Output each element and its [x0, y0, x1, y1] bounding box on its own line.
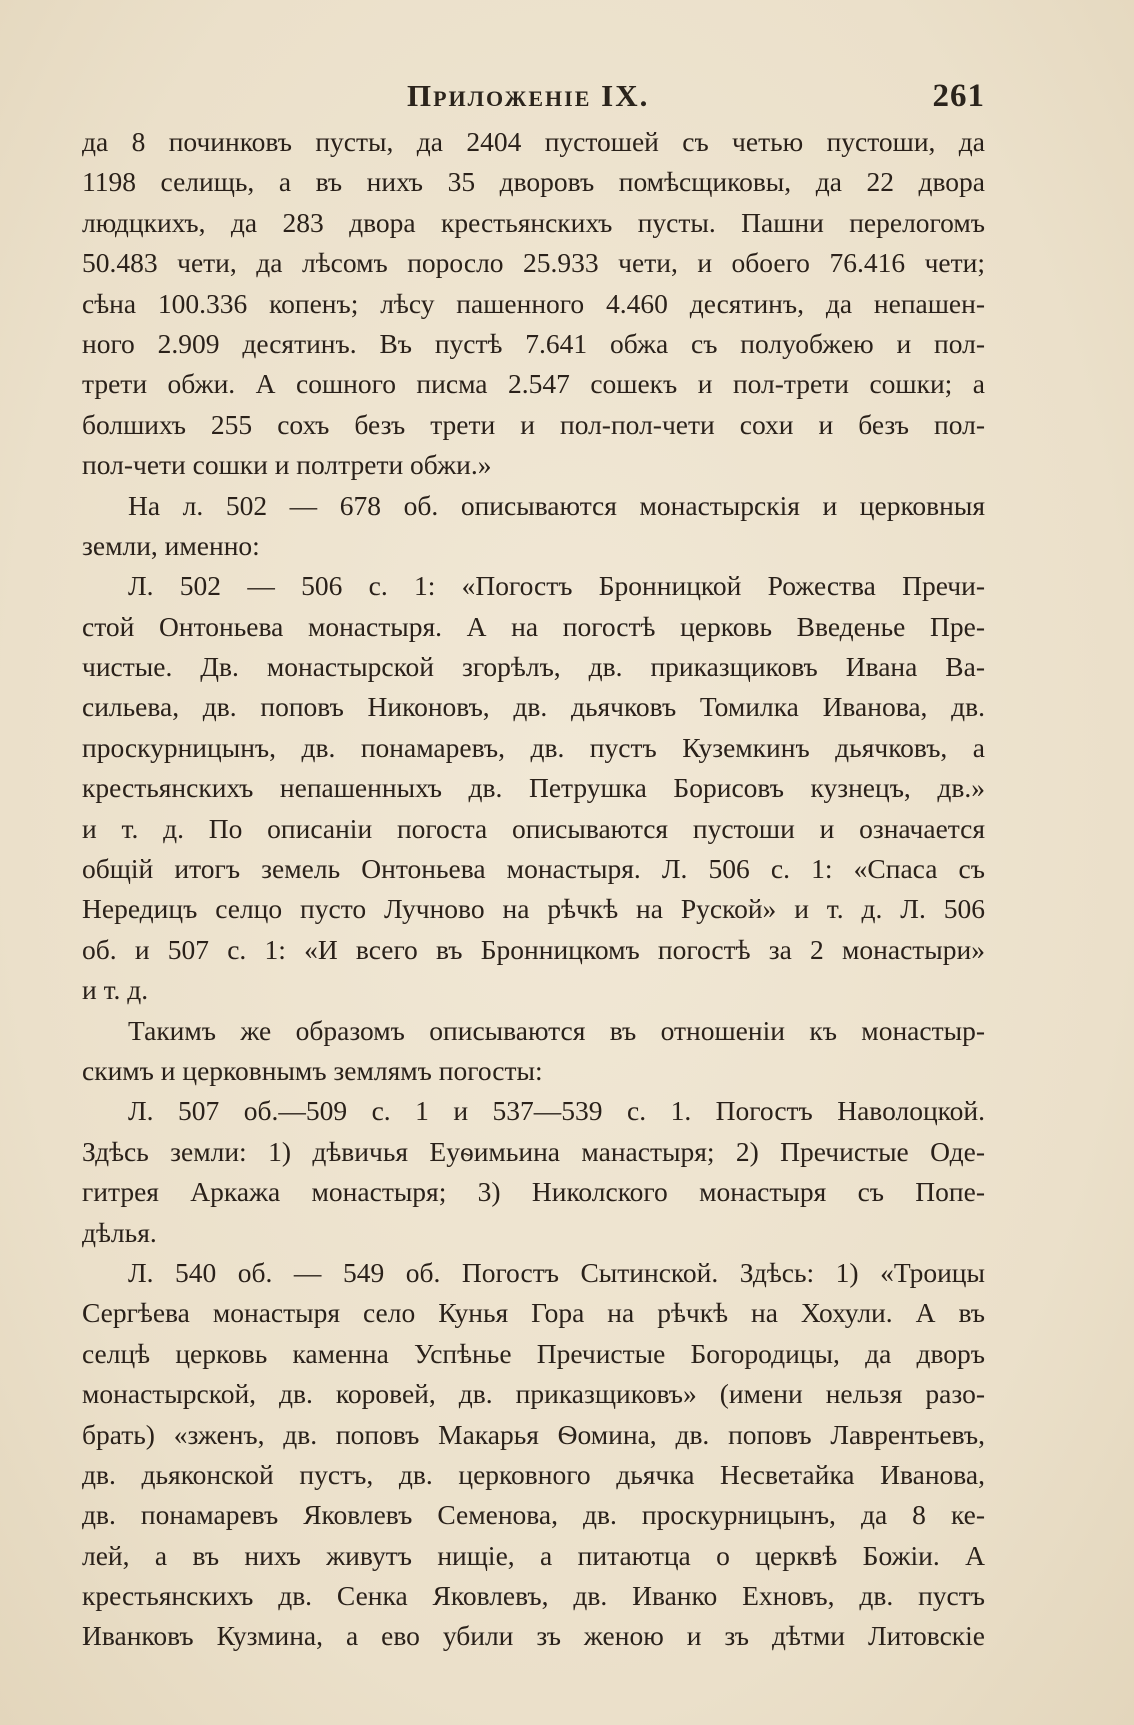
text-line: 50.483 чети, да лѣсомъ поросло 25.933 чети, и обоего 76.416 чети;	[82, 247, 985, 279]
text-line: Л. 502 — 506 с. 1: «Погостъ Бронницкой Рожества Пречи-	[128, 570, 985, 602]
text-line: проскурницынъ, дв. понамаревъ, дв. пустъ Куземкинъ дьячковъ, а	[82, 731, 985, 763]
text-line: общій итогъ земель Онтоньева монастыря. Л. 506 с. 1: «Спаса съ	[82, 853, 985, 885]
text-line: и т. д.	[82, 974, 149, 1006]
text-line: На л. 502 — 678 об. описываются монастырскія и церковныя	[128, 489, 985, 521]
text-line: гитрея Аркажа монастыря; 3) Николского монастыря съ Попе-	[82, 1176, 985, 1208]
text-line: монастырской, дв. коровей, дв. приказщиковъ» (имени нельзя разо-	[82, 1378, 985, 1410]
text-line: об. и 507 с. 1: «И всего въ Бронницкомъ погостѣ за 2 монастыри»	[82, 933, 985, 965]
text-line: Здѣсь земли: 1) дѣвичья Еуѳимьина манастыря; 2) Пречистые Оде-	[82, 1135, 985, 1167]
body-text	[82, 122, 985, 1657]
running-title: Приложеніе IX.	[407, 78, 650, 113]
text-line: стой Онтоньева монастыря. А на погостѣ церковь Введенье Пре-	[82, 610, 985, 642]
text-line: дв. понамаревъ Яковлевъ Семенова, дв. проскурницынъ, да 8 ке-	[82, 1499, 985, 1531]
text-line: брать) «зженъ, дв. поповъ Макарья Ѳомина, дв. поповъ Лаврентьевъ,	[82, 1418, 985, 1450]
text-line: трети обжи. А сошного писма 2.547 сошекъ и пол-трети сошки; а	[82, 368, 985, 400]
text-line: Л. 507 об.—509 с. 1 и 537—539 с. 1. Погостъ Наволоцкой.	[128, 1095, 985, 1127]
text-line: ного 2.909 десятинъ. Въ пустѣ 7.641 обжа съ полуобжею и пол-	[82, 327, 985, 359]
text-line: Нередицъ селцо пусто Лучново на рѣчкѣ на Руской» и т. д. Л. 506	[82, 893, 985, 925]
text-line: лей, а въ нихъ живутъ нищіе, а питаютца о церквѣ Божіи. А	[82, 1539, 985, 1571]
text-line: пол-чети сошки и полтрети обжи.»	[82, 449, 492, 481]
text-line: сильева, дв. поповъ Никоновъ, дв. дьячковъ Томилка Иванова, дв.	[82, 691, 985, 723]
text-line: Л. 540 об. — 549 об. Погостъ Сытинской. Здѣсь: 1) «Троицы	[128, 1256, 985, 1288]
text-line: 1198 селищь, а въ нихъ 35 дворовъ помѣсщиковы, да 22 двора	[82, 166, 985, 198]
text-line: дв. дьяконской пустъ, дв. церковного дьячка Несветайка Иванова,	[82, 1458, 985, 1490]
text-line: земли, именно:	[82, 529, 260, 561]
text-line: сѣна 100.336 копенъ; лѣсу пашенного 4.460 десятинъ, да непашен-	[82, 287, 985, 319]
text-line: Такимъ же образомъ описываются въ отношеніи къ монастыр-	[128, 1014, 985, 1046]
text-line: людцкихъ, да 283 двора крестьянскихъ пусты. Пашни перелогомъ	[82, 206, 985, 238]
text-line: чистые. Дв. монастырской згорѣлъ, дв. приказщиковъ Ивана Ва-	[82, 651, 985, 683]
running-head	[82, 76, 985, 122]
text-line: дѣлья.	[82, 1216, 157, 1248]
text-line: да 8 починковъ пусты, да 2404 пустошей съ четью пустоши, да	[82, 126, 985, 157]
text-line: скимъ и церковнымъ землямъ погосты:	[82, 1054, 543, 1086]
text-line: Сергѣева монастыря село Кунья Гора на рѣчкѣ на Хохули. А въ	[82, 1297, 985, 1329]
text-line: Иванковъ Кузмина, а ево убили зъ женою и зъ дѣтми Литовскіе	[82, 1620, 985, 1652]
text-line: крестьянскихъ дв. Сенка Яковлевъ, дв. Иванко Ехновъ, дв. пустъ	[82, 1580, 985, 1612]
text-line: крестьянскихъ непашенныхъ дв. Петрушка Борисовъ кузнецъ, дв.»	[82, 772, 985, 804]
page-number: 261	[932, 78, 985, 114]
text-line: болшихъ 255 сохъ безъ трети и пол-пол-чети сохи и безъ пол-	[82, 408, 985, 440]
text-line: и т. д. По описаніи погоста описываются пустоши и означается	[82, 812, 985, 844]
text-line: селцѣ церковь каменна Успѣнье Пречистые Богородицы, да дворъ	[82, 1337, 985, 1369]
